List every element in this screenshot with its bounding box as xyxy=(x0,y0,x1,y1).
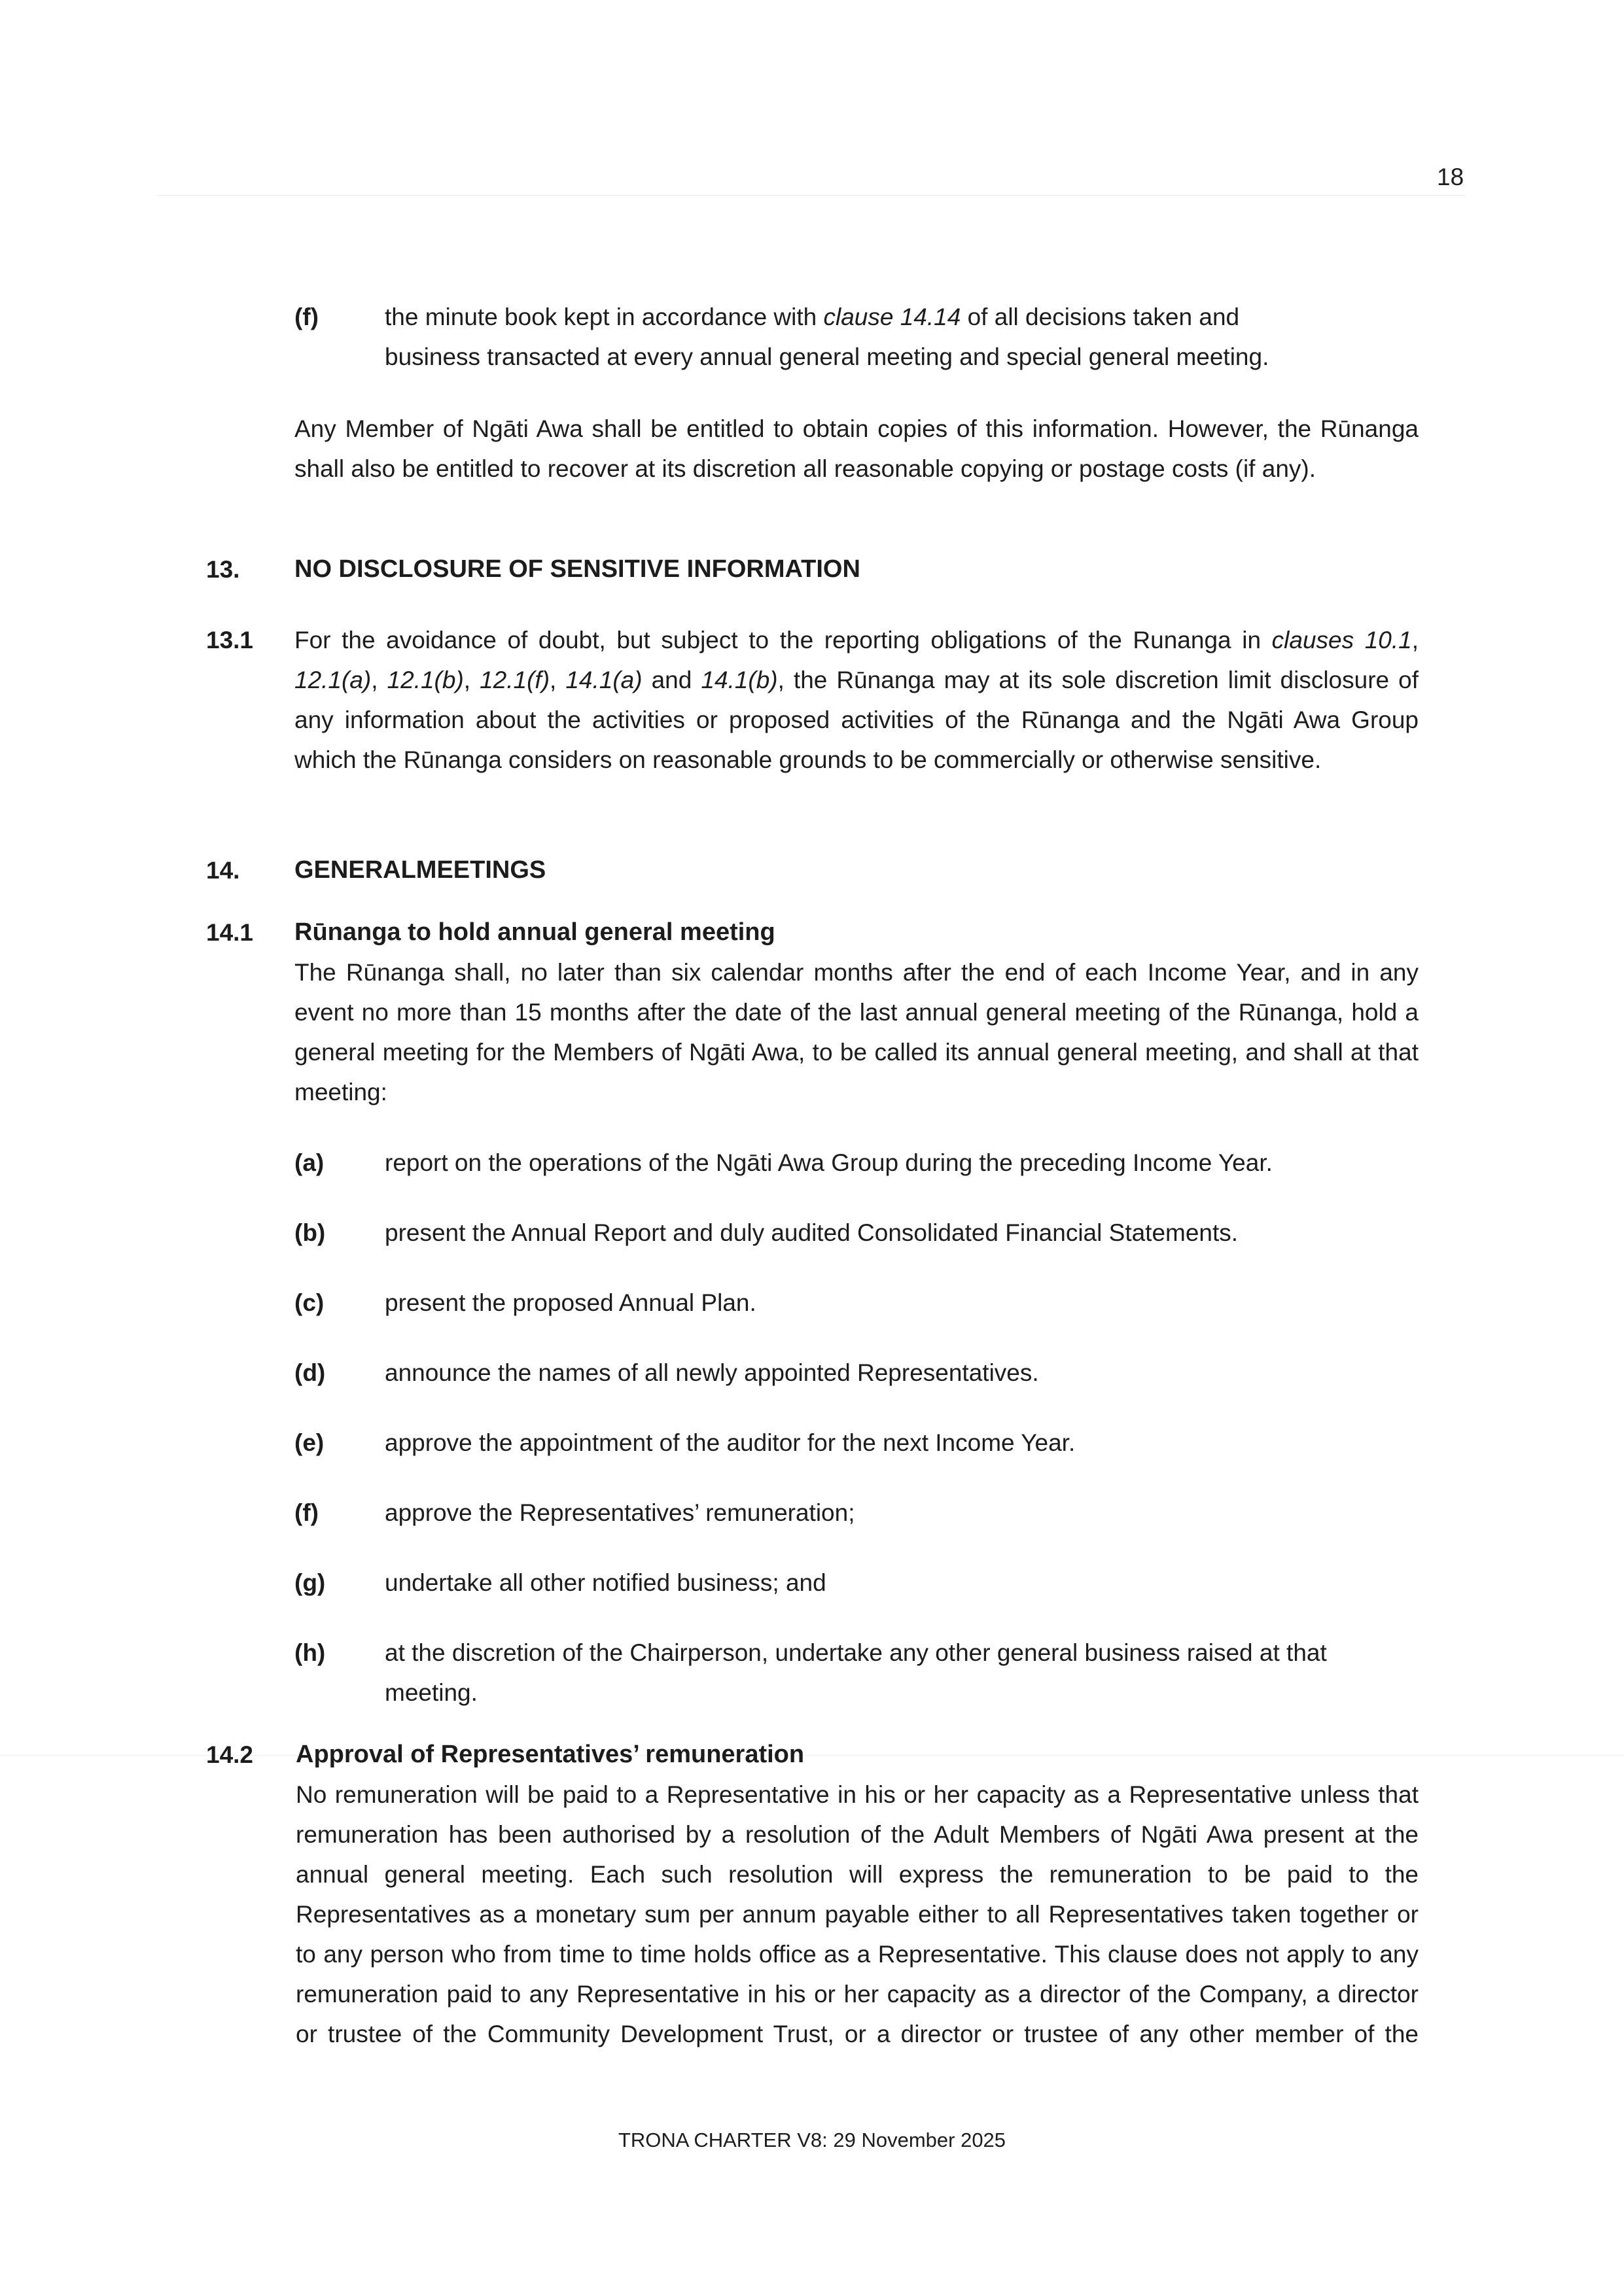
item-text: present the proposed Annual Plan. xyxy=(385,1289,756,1316)
member-paragraph: Any Member of Ngāti Awa shall be entitled to obtain copies of this information. However, the Rūnanga shall also be entitled to recover at its discretion all reasonable copying or postage costs (if any). xyxy=(294,415,1419,482)
clause-reference: 14.1(a) xyxy=(565,667,643,693)
item-label: (h) xyxy=(294,1639,326,1666)
item-label: (a) xyxy=(294,1149,325,1176)
clause-reference: clause 14.14 xyxy=(823,304,961,330)
item-label: (b) xyxy=(294,1219,326,1246)
clause-number: 13.1 xyxy=(206,627,254,653)
clause-heading: Approval of Representatives’ remuneration xyxy=(296,1741,805,1768)
clause-14-1 xyxy=(294,913,1419,1112)
clause-body: No remuneration will be paid to a Representative in his or her capacity as a Representative unless that remuneration has been authorised by a resolution of the Adult Members of Ngāti Awa present at the annual general meeting. Each such resolution will express the remuneration to be paid to the Representatives as a monetary sum per annum payable either to all Representatives taken together or to any person who from time to time holds office as a Representative. This clause does not apply to any remuneration paid to any Representative in his or her capacity as a director of the Company, a director or trustee of the Community Development Trust, or a director or trustee of any other member of the xyxy=(296,1781,1419,2047)
clause-reference: clauses 10.1 xyxy=(1271,627,1412,653)
clause-reference: 12.1(a) xyxy=(294,667,372,693)
item-label: (f) xyxy=(294,304,319,330)
page-number: 18 xyxy=(1437,164,1464,190)
clause-heading: Rūnanga to hold annual general meeting xyxy=(294,918,775,946)
clause-text-part: , xyxy=(550,667,566,693)
item-label: (d) xyxy=(294,1359,326,1386)
item-label: (g) xyxy=(294,1569,326,1596)
section-number: 14. xyxy=(206,857,240,884)
section-title: GENERALMEETINGS xyxy=(294,856,546,884)
section-number: 13. xyxy=(206,556,240,583)
item-text-part: business transacted at every annual general meeting and special general meeting. xyxy=(385,343,1269,370)
item-text-part: of all decisions taken and xyxy=(961,304,1240,330)
clause-number: 14.1 xyxy=(206,919,254,946)
clause-text-part: , xyxy=(371,667,387,693)
clause-reference: 12.1(b) xyxy=(387,667,464,693)
clause-reference: 14.1(b) xyxy=(701,667,778,693)
item-label: (e) xyxy=(294,1429,325,1456)
item-text: present the Annual Report and duly audited Consolidated Financial Statements. xyxy=(385,1219,1239,1246)
footer: TRONA CHARTER V8: 29 November 2025 xyxy=(618,2129,1006,2151)
item-text xyxy=(385,297,1445,377)
item-text: at the discretion of the Chairperson, undertake any other general business raised at that meeting. xyxy=(385,1639,1327,1706)
clause-13-1-text xyxy=(294,620,1419,780)
item-label: (f) xyxy=(294,1499,319,1526)
item-text-part: the minute book kept in accordance with xyxy=(385,304,824,330)
clause-14-2 xyxy=(296,1735,1419,2054)
section-title: NO DISCLOSURE OF SENSITIVE INFORMATION xyxy=(294,555,860,583)
item-label: (c) xyxy=(294,1289,325,1316)
item-text: announce the names of all newly appointed Representatives. xyxy=(385,1359,1039,1386)
item-text: approve the Representatives’ remuneration; xyxy=(385,1499,855,1526)
item-text: approve the appointment of the auditor for the next Income Year. xyxy=(385,1429,1076,1456)
clause-text-part: , the Rūnanga may at its sole discretion limit disclosure of any information about the activities or proposed activities of the Rūnanga and the Ngāti Awa Group which the Rūnanga considers on reasonable grounds to be commercially or otherwise sensitive. xyxy=(294,667,1419,773)
clause-body: The Rūnanga shall, no later than six calendar months after the end of each Income Year, and in any event no more than 15 months after the date of the last annual general meeting of the Rūnanga, hold a general meeting for the Members of Ngāti Awa, to be called its annual general meeting, and shall at that meeting: xyxy=(294,959,1419,1105)
item-text: report on the operations of the Ngāti Awa Group during the preceding Income Year. xyxy=(385,1149,1273,1176)
item-text: undertake all other notified business; and xyxy=(385,1569,826,1596)
clause-text-part: , xyxy=(1411,627,1419,653)
clause-number: 14.2 xyxy=(206,1741,254,1768)
clause-text-part: For the avoidance of doubt, but subject to the reporting obligations of the Runanga in xyxy=(294,627,1272,653)
header-rule xyxy=(157,195,1466,196)
clause-text-part: and xyxy=(642,667,701,693)
clause-text-part: , xyxy=(463,667,480,693)
clause-reference: 12.1(f) xyxy=(480,667,550,693)
